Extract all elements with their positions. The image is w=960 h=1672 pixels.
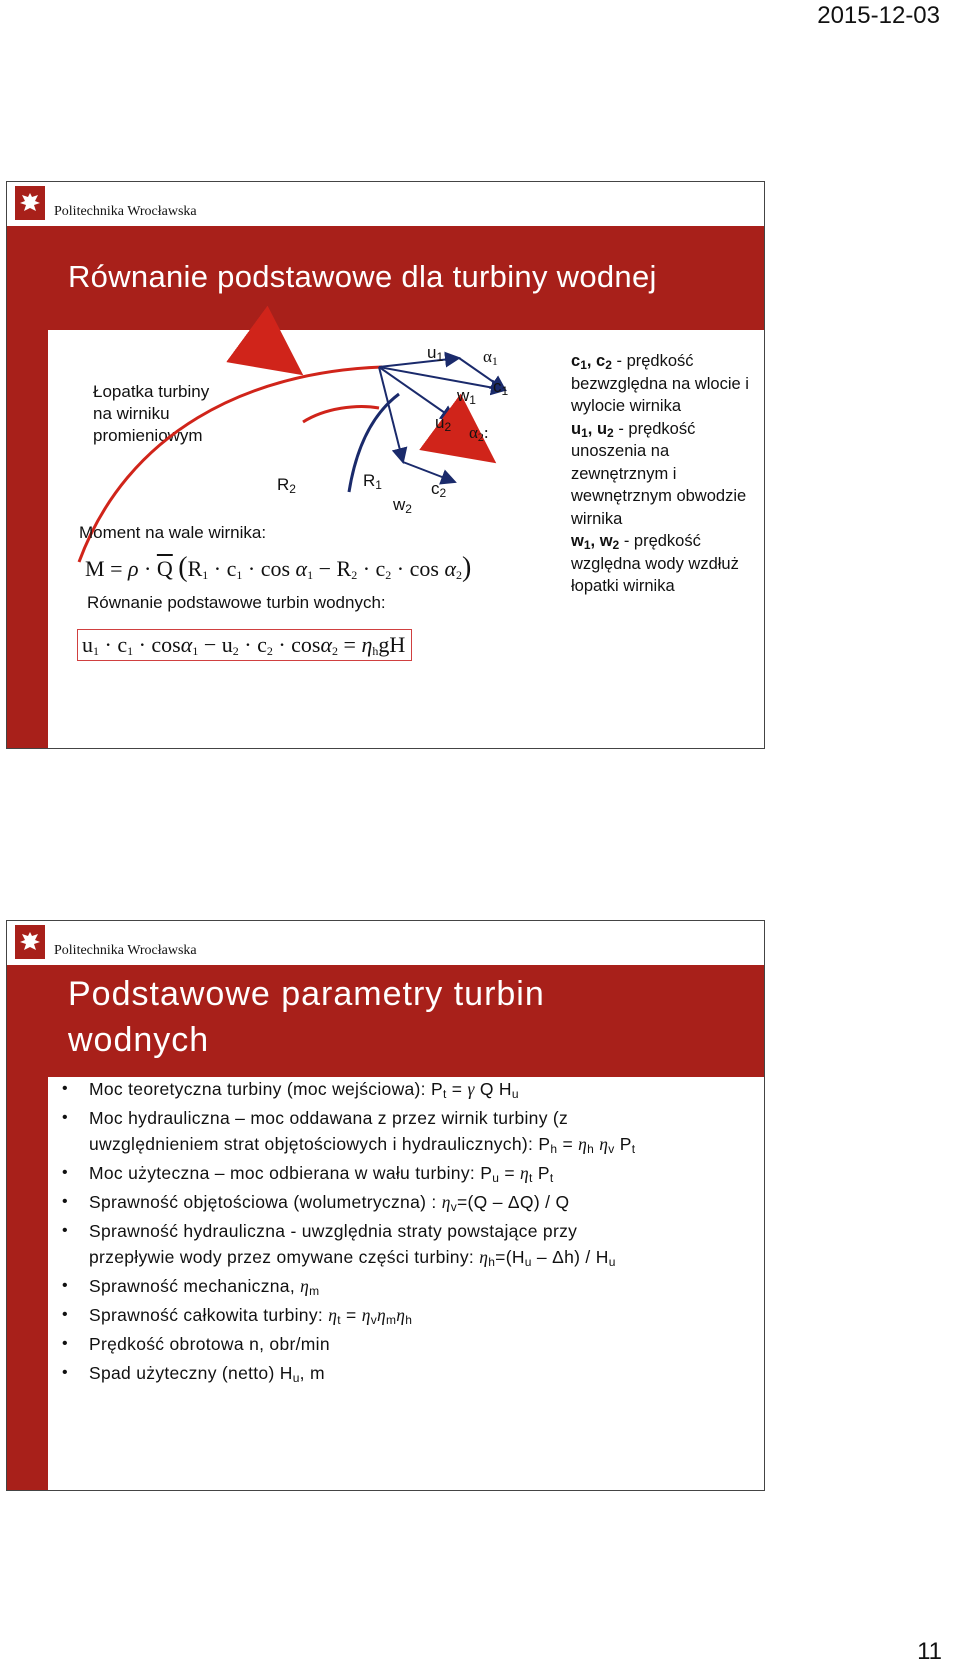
title-line: wodnych xyxy=(68,1021,210,1059)
list-item: • Spad użyteczny (netto) $H_u$, m xyxy=(57,1360,757,1386)
label-R1: $R_1$ xyxy=(363,471,382,492)
label-R2: $R_2$ xyxy=(277,475,296,496)
title-band xyxy=(48,965,764,1077)
parameter-list xyxy=(57,1076,757,1389)
list-item: • Sprawność całkowita turbiny: $\eta_t = \eta_v\eta_m\eta_h$ xyxy=(57,1302,757,1328)
description-item: $c_1$, $c_2$ - prędkość bezwzględna na wlocie i wylocie wirnika xyxy=(571,352,749,415)
basic-equation-formula: $u_1 \cdot c_1 \cdot \cos\alpha_1 - u_2 \cdot c_2 \cdot \cos\alpha_2 = \eta_hgH$ xyxy=(77,629,412,661)
blade-label-line: promieniowym xyxy=(93,426,203,445)
label-w2: $w_2$ xyxy=(393,495,412,516)
slide-turbine-parameters xyxy=(6,920,765,1491)
description-item: $w_1$, $w_2$ - prędkość względna wody wzdłuż łopatki wirnika xyxy=(571,532,739,595)
title-line: Podstawowe parametry turbin xyxy=(68,975,545,1013)
u1-vector xyxy=(379,358,459,367)
university-name: Politechnika Wrocławska xyxy=(54,204,197,219)
w1-vector xyxy=(379,367,505,390)
label-c1: $c_1$ xyxy=(493,377,509,398)
slide-title: Równanie podstawowe dla turbiny wodnej xyxy=(68,259,657,294)
logo-bar xyxy=(7,921,764,965)
slide-basic-equation xyxy=(6,181,765,749)
velocity-description xyxy=(571,350,756,598)
c2-vector xyxy=(403,462,455,482)
blade-label-line: Łopatka turbiny xyxy=(93,382,210,401)
list-item: • Sprawność mechaniczna, $\eta_m$ xyxy=(57,1273,757,1299)
list-item: • Prędkość obrotowa n, obr/min xyxy=(57,1331,757,1357)
list-item: • Moc hydrauliczna – moc oddawana z przez wirnik turbiny (z uwzględnieniem strat objętościowych i hydraulicznych): $P_h = \eta_h$ $\eta_v$ $P_t$ xyxy=(57,1105,757,1157)
document-date: 2015-12-03 xyxy=(817,2,940,29)
red-sidebar xyxy=(7,965,48,1490)
description-item: $u_1$, $u_2$ - prędkość unoszenia na zewnętrznym i wewnętrznym obwodzie wirnika xyxy=(571,419,747,528)
university-name: Politechnika Wrocławska xyxy=(54,943,197,958)
list-item: • Sprawność hydrauliczna - uwzględnia straty powstające przy przepływie wody przez omywane części turbiny: $\eta_h=(H_u - \Delta h) / H_u$ xyxy=(57,1218,757,1270)
basic-equation-label: Równanie podstawowe turbin wodnych: xyxy=(87,593,386,612)
list-item: • Moc użyteczna – moc odbierana w wału turbiny: $P_u = \eta_t$ $P_t$ xyxy=(57,1160,757,1186)
page-number: 11 xyxy=(917,1638,942,1665)
list-item: • Sprawność objętościowa (wolumetryczna) : $\eta_v=(Q - \Delta Q) / Q$ xyxy=(57,1189,757,1215)
moment-formula: $M = \rho \cdot \overline{Q}$ $(R_1 \cdot c_1 \cdot \cos \alpha_1 - R_2 \cdot c_2 \cdot \cos \alpha_2)$ xyxy=(85,552,472,583)
eagle-crest-icon xyxy=(15,925,45,959)
label-w1: $w_1$ xyxy=(457,386,476,407)
label-alpha2: $\alpha_2$: xyxy=(469,423,489,444)
moment-label: Moment na wale wirnika: xyxy=(79,523,267,542)
inflow-arrow-icon xyxy=(262,345,292,367)
label-alpha1: $\alpha_1$ xyxy=(483,347,498,368)
list-item: • Moc teoretyczna turbiny (moc wejściowa): $P_t = \gamma$ Q $H_u$ xyxy=(57,1076,757,1102)
blade-inner-red-arc xyxy=(303,407,379,422)
label-u1: $u_1$ xyxy=(427,343,444,364)
blade-label-line: na wirniku xyxy=(93,404,170,423)
label-u2: $u_2$ xyxy=(435,413,452,434)
slide-title xyxy=(68,971,545,1063)
label-c2: $c_2$ xyxy=(431,479,447,500)
